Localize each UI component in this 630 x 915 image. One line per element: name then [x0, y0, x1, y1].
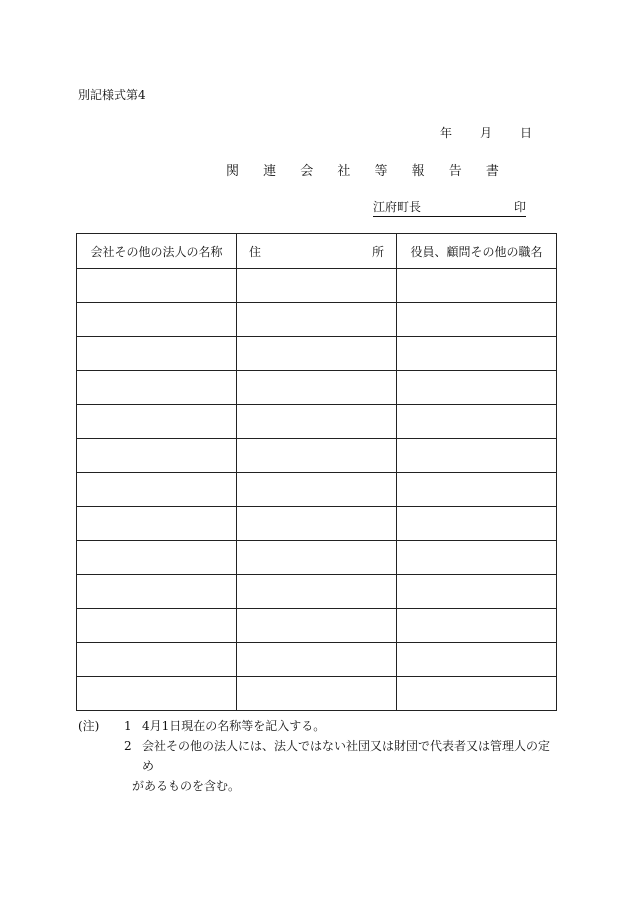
table-row: [77, 677, 557, 711]
table-row: [77, 303, 557, 337]
notes-section: [78, 716, 558, 796]
table-row: [77, 473, 557, 507]
table-row: [77, 507, 557, 541]
position-cell[interactable]: [397, 677, 557, 711]
position-cell[interactable]: [397, 405, 557, 439]
company-name-cell[interactable]: [77, 303, 237, 337]
company-name-cell[interactable]: [77, 575, 237, 609]
note-item-1: [78, 716, 558, 736]
company-name-cell[interactable]: [77, 371, 237, 405]
address-cell[interactable]: [237, 405, 397, 439]
date-day-label: 日: [519, 126, 532, 140]
note-text: 4月1日現在の名称等を記入する。: [142, 719, 326, 733]
address-cell[interactable]: [237, 609, 397, 643]
address-cell[interactable]: [237, 269, 397, 303]
position-cell[interactable]: [397, 269, 557, 303]
address-cell[interactable]: [237, 303, 397, 337]
company-name-cell[interactable]: [77, 439, 237, 473]
date-year-label: 年: [440, 126, 453, 140]
position-cell[interactable]: [397, 371, 557, 405]
address-cell[interactable]: [237, 439, 397, 473]
note-number: 1: [124, 719, 132, 733]
address-cell[interactable]: [237, 643, 397, 677]
position-cell[interactable]: [397, 303, 557, 337]
position-cell[interactable]: [397, 575, 557, 609]
company-name-cell[interactable]: [77, 473, 237, 507]
company-name-cell[interactable]: [77, 507, 237, 541]
note-continuation: があるものを含む。: [132, 779, 241, 793]
note-item-2: [78, 736, 558, 776]
address-cell[interactable]: [237, 541, 397, 575]
position-cell[interactable]: [397, 439, 557, 473]
table-row: [77, 371, 557, 405]
address-cell[interactable]: [237, 677, 397, 711]
table-row: [77, 541, 557, 575]
header-company-name: 会社その他の法人の名称: [77, 234, 237, 269]
company-name-cell[interactable]: [77, 609, 237, 643]
table-row: [77, 439, 557, 473]
company-name-cell[interactable]: [77, 269, 237, 303]
note-number: 2: [124, 739, 132, 753]
position-cell[interactable]: [397, 337, 557, 371]
position-cell[interactable]: [397, 473, 557, 507]
date-month-label: 月: [479, 126, 492, 140]
position-cell[interactable]: [397, 609, 557, 643]
table-row: [77, 575, 557, 609]
company-name-cell[interactable]: [77, 643, 237, 677]
table-row: [77, 337, 557, 371]
address-cell[interactable]: [237, 337, 397, 371]
address-cell[interactable]: [237, 507, 397, 541]
position-cell[interactable]: [397, 643, 557, 677]
table-row: [77, 609, 557, 643]
document-title: 関 連 会 社 等 報 告 書: [226, 164, 509, 179]
form-number: 別記様式第4: [78, 88, 146, 102]
address-cell[interactable]: [237, 371, 397, 405]
report-table: [76, 233, 557, 711]
position-cell[interactable]: [397, 507, 557, 541]
position-cell[interactable]: [397, 541, 557, 575]
table-row: [77, 643, 557, 677]
table-row: [77, 269, 557, 303]
company-name-cell[interactable]: [77, 677, 237, 711]
header-address: [237, 234, 397, 269]
company-name-cell[interactable]: [77, 541, 237, 575]
table-header-row: [77, 234, 557, 269]
company-name-cell[interactable]: [77, 405, 237, 439]
address-cell[interactable]: [237, 473, 397, 507]
header-address-right: 所: [371, 244, 384, 259]
addressee-line: [373, 198, 526, 217]
notes-label: (注): [78, 719, 100, 733]
header-position: 役員、顧問その他の職名: [397, 234, 557, 269]
address-cell[interactable]: [237, 575, 397, 609]
date-line: [440, 124, 532, 141]
seal-mark: 印: [513, 200, 526, 214]
table-row: [77, 405, 557, 439]
note-text: 会社その他の法人には、法人ではない社団又は財団で代表者又は管理人の定め: [142, 739, 551, 773]
addressee-name: 江府町長: [373, 200, 422, 214]
company-name-cell[interactable]: [77, 337, 237, 371]
header-address-left: 住: [249, 244, 262, 259]
